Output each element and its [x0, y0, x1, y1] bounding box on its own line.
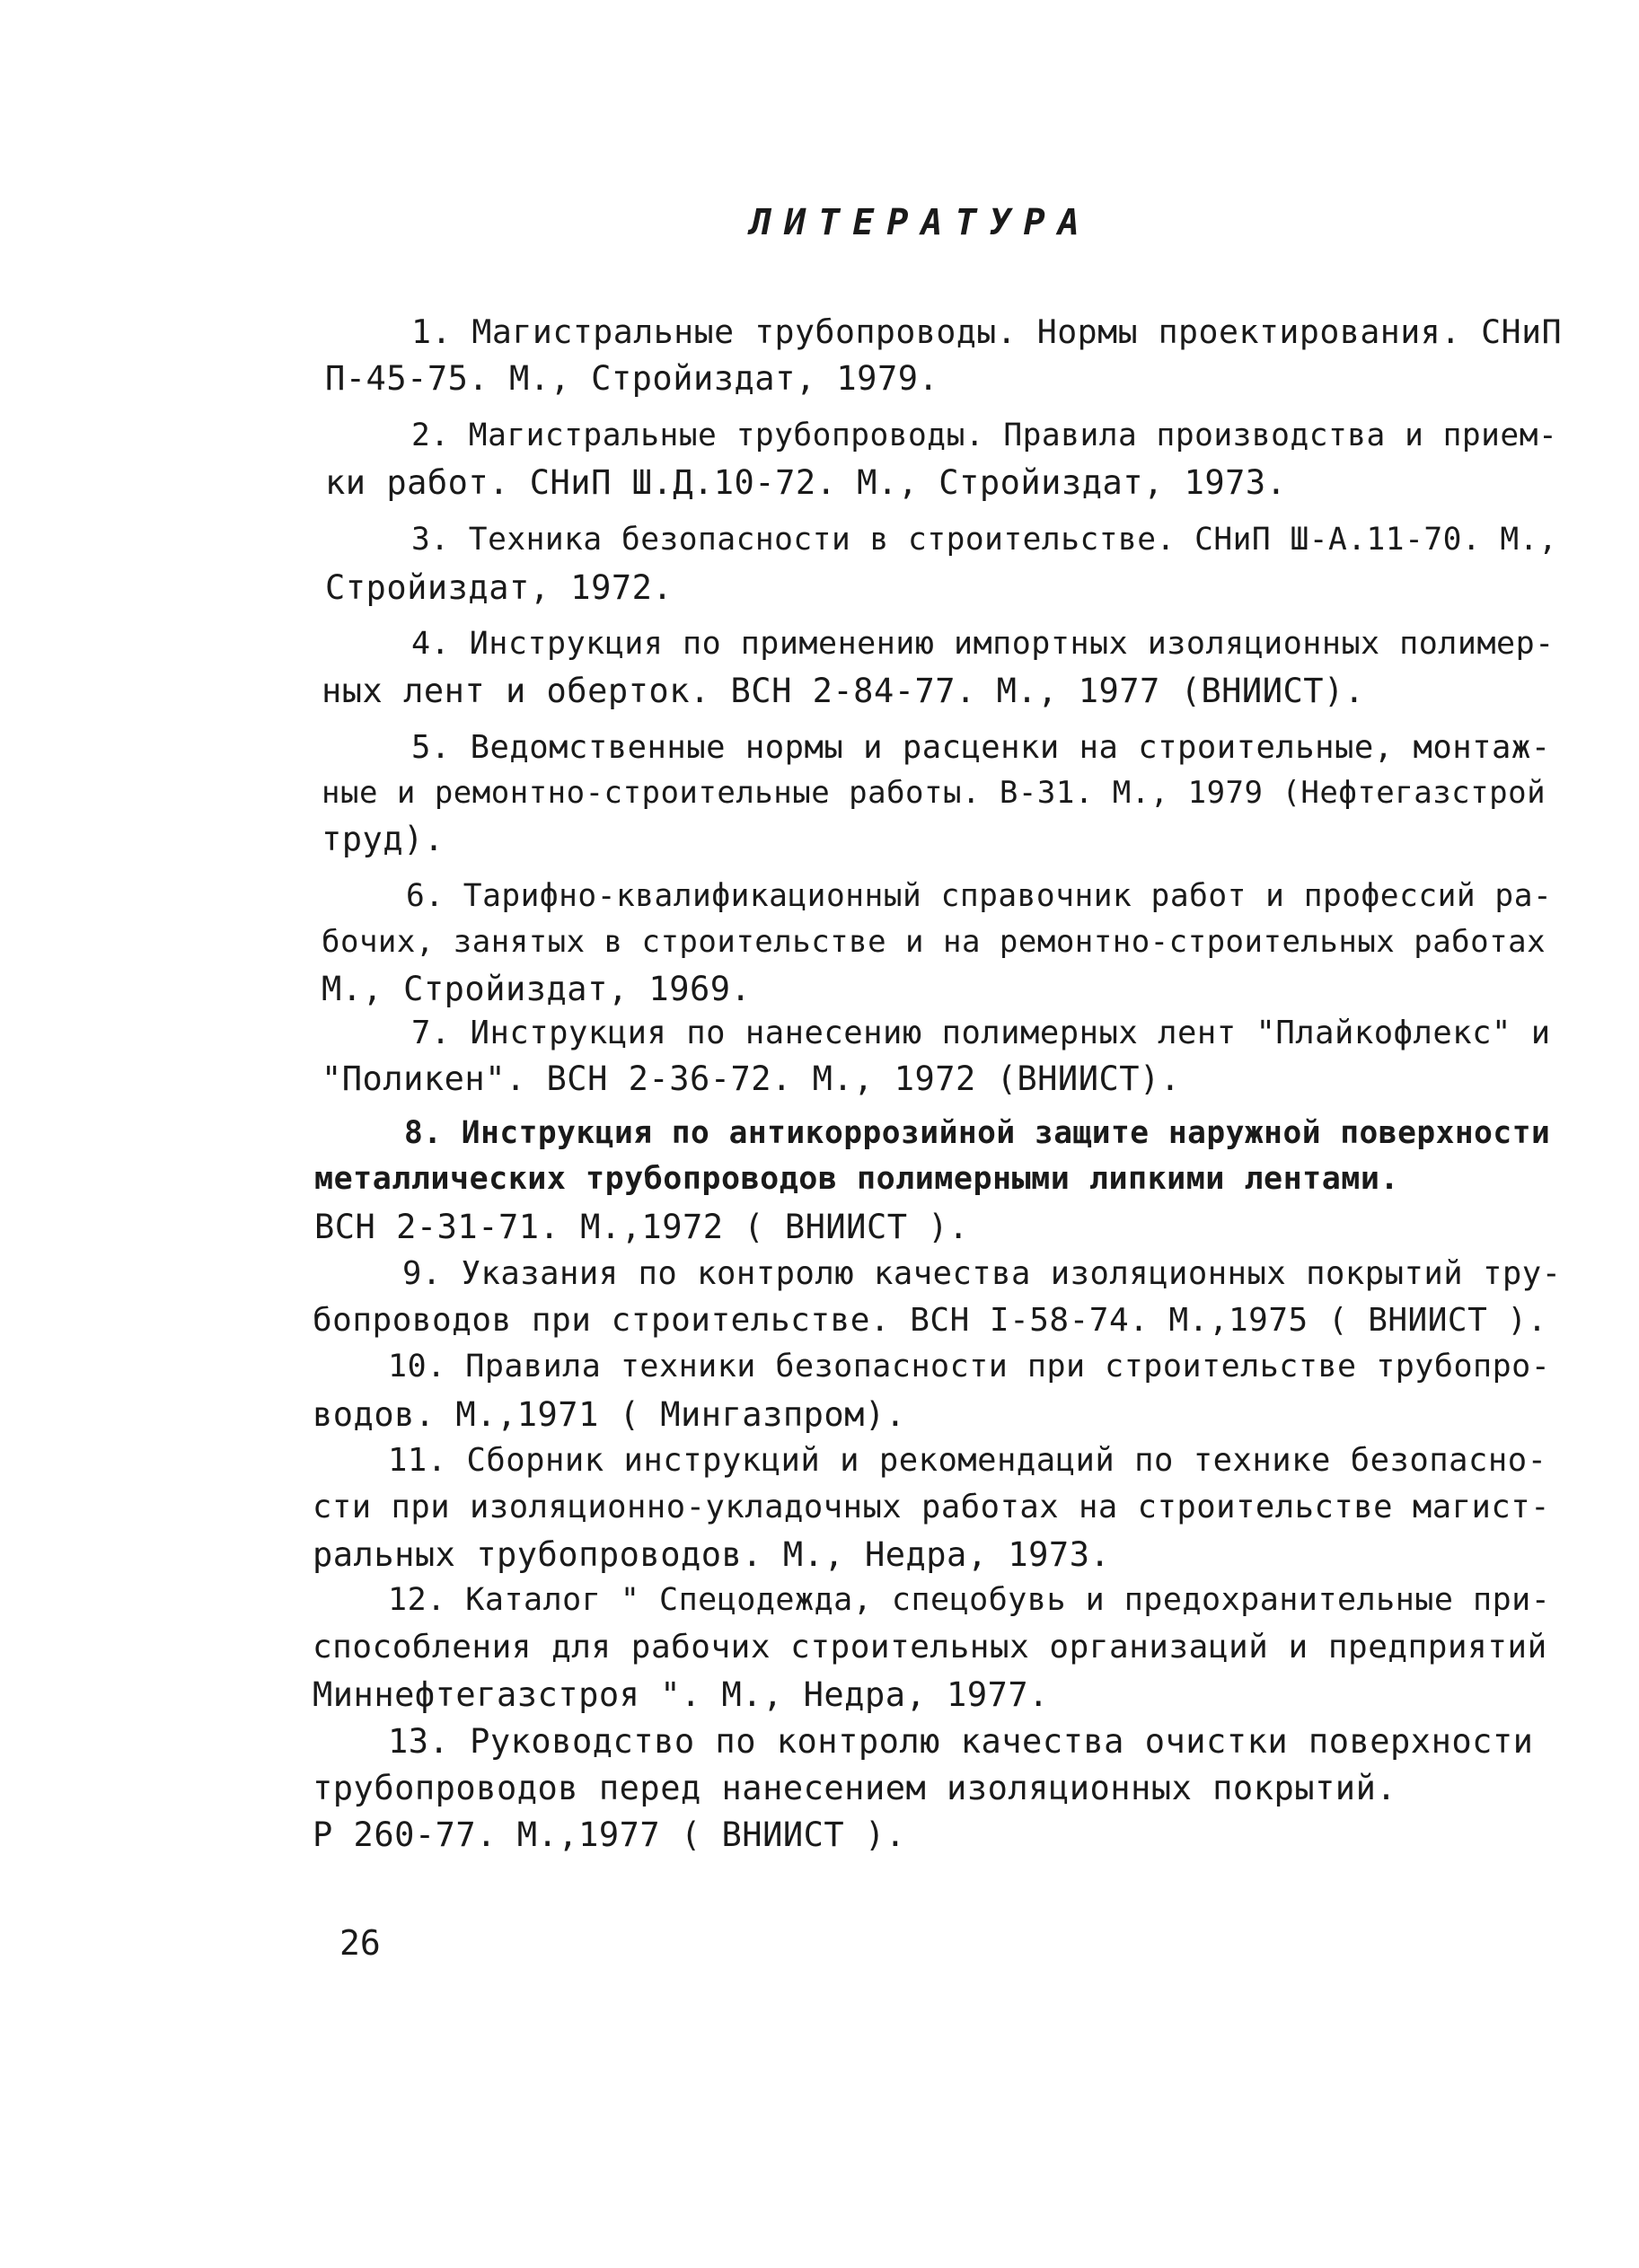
reference-line: сти при изоляционно-укладочных работах на строительстве магист-: [313, 1489, 1550, 1525]
reference-line: 3. Техника безопасности в строительстве. СНиП Ш-А.11-70. М.,: [411, 522, 1558, 558]
reference-line: труд).: [322, 820, 445, 858]
reference-line: ральных трубопроводов. М., Недра, 1973.: [313, 1535, 1111, 1574]
reference-line: 11. Сборник инструкций и рекомендаций по технике безопасно-: [388, 1442, 1547, 1479]
reference-line: трубопроводов перед нанесением изоляционных покрытий.: [313, 1769, 1397, 1807]
reference-line: металлических трубопроводов полимерными липкими лентами.: [314, 1161, 1400, 1197]
reference-line: водов. М.,1971 ( Мингазпром).: [313, 1395, 906, 1434]
reference-line: "Поликен". ВСН 2-36-72. М., 1972 (ВНИИСТ).: [322, 1059, 1181, 1098]
reference-line: П-45-75. М., Стройиздат, 1979.: [325, 359, 939, 398]
reference-line: Стройиздат, 1972.: [325, 568, 674, 607]
page-number: 26: [339, 1923, 381, 1963]
reference-line: Р 260-77. М.,1977 ( ВНИИСТ ).: [313, 1815, 906, 1854]
reference-line: 10. Правила техники безопасности при строительстве трубопро-: [388, 1349, 1551, 1385]
reference-line: бопроводов при строительстве. ВСН I-58-74. М.,1975 ( ВНИИСТ ).: [313, 1302, 1547, 1339]
reference-line: 7. Инструкция по нанесению полимерных лент "Плайкофлекс" и: [411, 1015, 1551, 1051]
reference-line: 8. Инструкция по антикоррозийной защите наружной поверхности: [404, 1115, 1551, 1151]
reference-line: 5. Ведомственные нормы и расценки на строительные, монтаж-: [411, 729, 1551, 766]
reference-line: 2. Магистральные трубопроводы. Правила производства и прием-: [411, 418, 1558, 453]
reference-line: 4. Инструкция по применению импортных изоляционных полимер-: [411, 626, 1555, 662]
reference-line: М., Стройиздат, 1969.: [322, 970, 752, 1008]
reference-line: способления для рабочих строительных организаций и предприятий: [313, 1629, 1547, 1666]
reference-line: 6. Тарифно-квалификационный справочник работ и профессий ра-: [406, 878, 1553, 914]
reference-line: ных лент и оберток. ВСН 2-84-77. М., 1977 (ВНИИСТ).: [322, 672, 1365, 710]
reference-line: 13. Руководство по контролю качества очистки поверхности: [388, 1722, 1534, 1761]
page-title: ЛИТЕРАТУРА: [750, 202, 1092, 243]
reference-line: ки работ. СНиП Ш.Д.10-72. М., Стройиздат, 1973.: [325, 463, 1287, 502]
reference-line: Миннефтегазстроя ". М., Недра, 1977.: [313, 1675, 1049, 1714]
reference-line: ВСН 2-31-71. М.,1972 ( ВНИИСТ ).: [314, 1208, 969, 1246]
reference-line: бочих, занятых в строительстве и на ремонтно-строительных работах: [322, 924, 1546, 960]
reference-line: 1. Магистральные трубопроводы. Нормы проектирования. СНиП: [411, 312, 1563, 351]
reference-line: ные и ремонтно-строительные работы. В-31. М., 1979 (Нефтегазстрой: [322, 775, 1546, 811]
reference-line: 12. Каталог " Спецодежда, спецобувь и предохранительные при-: [388, 1582, 1551, 1618]
reference-line: 9. Указания по контролю качества изоляционных покрытий тру-: [402, 1255, 1562, 1292]
